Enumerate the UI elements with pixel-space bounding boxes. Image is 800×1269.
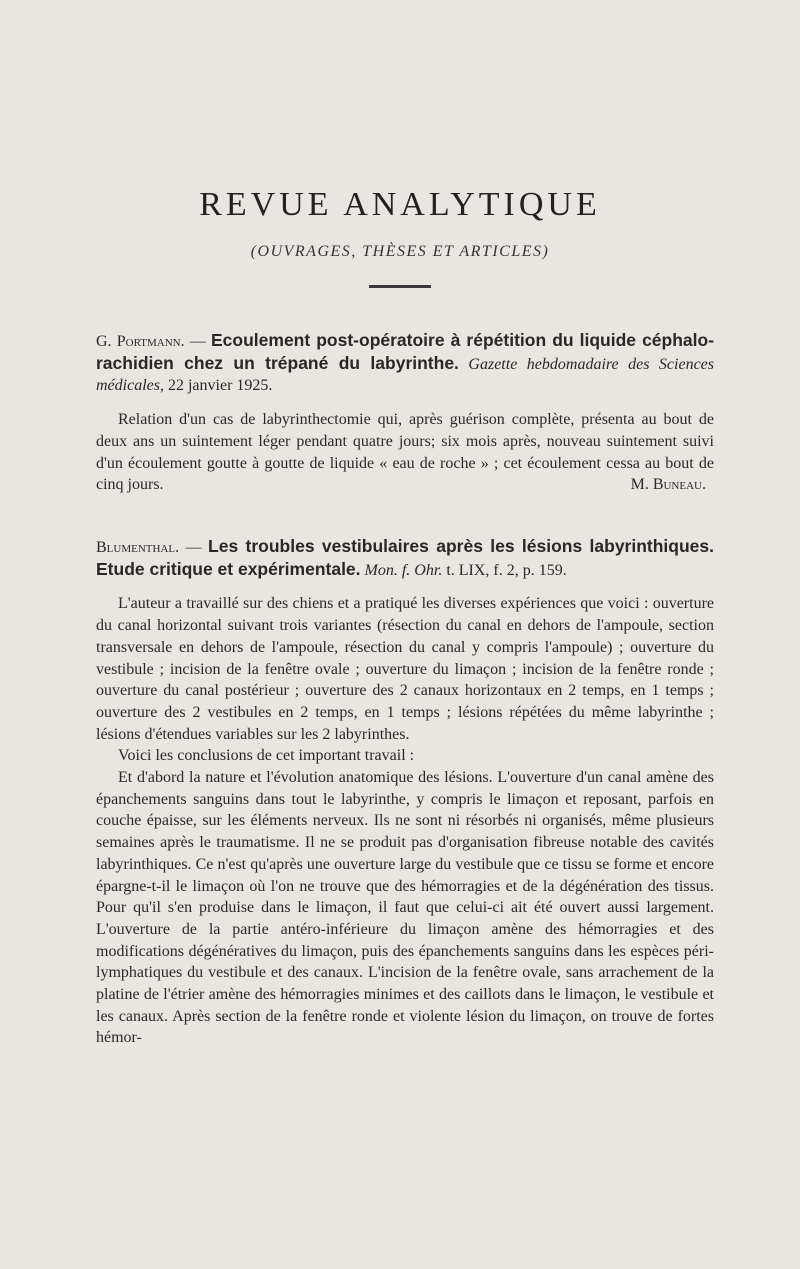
section-subheading: (OUVRAGES, THÈSES ET ARTICLES) [250,243,550,260]
entry-source: Gazette hebdomadaire des Sciences médicales [96,355,715,395]
entry-body-paragraph: Et d'abord la nature et l'évolution anatomique des lésions. L'ouverture d'un canal amène des épanchements sanguins dans tout le labyrinthe, y compris le limaçon et reposant, parfois en couche épaisse, sur les éléments nerveux. Ils ne sont ni résorbés ni organisés, même plusieurs semaines après le traumatisme. Il ne se produit pas d'organisation fibreuse notable des cavités labyrinthiques. Ce n'est qu'après une ouverture large du vestibule que ce tissu se forme et encore épargne-t-il le limaçon où l'on ne trouve que des hémorragies et de la dégénération des tissus. Pour qu'il s'en produise dans le limaçon, il faut que celui-ci ait été ouvert aussi largement. L'ouverture de la partie antéro-inférieure du limaçon amène des hémorragies et des modifications dégénératives du limaçon, puis des épanchements sanguins dans les espèces péri-lymphatiques du vestibule et des canaux. L'incision de la fenêtre ovale, sans arrachement de la platine de l'étrier amène des hémorragies minimes et des caillots dans le limaçon, le vestibule et les canaux. Après section de la fenêtre ronde et violente lésion du limaçon, on trouve de fortes hémor- [96,769,714,1047]
entry-author: G. Portmann. [96,333,185,350]
entry-source-details: t. LIX, f. 2, p. 159. [442,561,567,579]
entry-body-paragraph: Relation d'un cas de labyrinthectomie qui, après guérison complète, présenta au bout de deux ans un suintement léger pendant quatre jours; six mois après, nouveau suintement suivi d'un écoulement goutte à goutte de liquide « eau de roche » ; cet écoulement cessa au bout de cinq jours. [96,411,714,494]
review-entry-1: G. Portmann. — Ecoulement post-opératoire à répétition du liquide céphalo-rachidien chez un trépané du labyrinthe. Gazette hebdomadaire des Sciences médicales, 22 janvier 1925. Relation d'un cas de labyrinthectomie qui, après guérison complète, présenta au bout de deux ans un suintement léger pendant quatre jours; six mois après, nouveau suintement suivi d'un écoulement goutte à goutte de liquide « eau de roche » ; cet écoulement cessa au bout de cinq jours. M. Buneau. [96,330,714,496]
entry-title: Les troubles vestibulaires après les lésions labyrinthiques. Etude critique et expérimentale. [96,536,715,579]
title-rule [369,285,431,288]
entry-body-paragraph: Voici les conclusions de cet important travail : [118,747,415,765]
review-entry-2: Blumenthal. — Les troubles vestibulaires après les lésions labyrinthiques. Etude critique et expérimentale. Mon. f. Ohr. t. LIX, f. 2, p. 159. L'auteur a travaillé sur des chiens et a pratiqué les diverses expériences que voici : ouverture du canal horizontal suivant trois variantes (résection du canal en dehors de l'ampoule, section transversale en dehors de l'ampoule, résection du canal y compris l'ampoule) ; ouverture du vestibule ; incision de la fenêtre ovale ; ouverture du limaçon ; incision de la fenêtre ronde ; ouverture du canal postérieur ; ouverture des 2 canaux horizontaux en 2 temps, en 1 temps ; ouverture des 2 vestibules en 2 temps, en 1 temps ; lésions répétées du même labyrinthe ; lésions d'étendues variables sur les 2 labyrinthes. Voici les conclusions de cet important travail : Et d'abord la nature et l'évolution anatomique des lésions. L'ouverture d'un canal amène des épanchements sanguins dans tout le labyrinthe, y compris le limaçon et reposant, parfois en couche épaisse, sur les éléments nerveux. Ils ne sont ni résorbés ni organisés, même plusieurs semaines après le traumatisme. Il ne se produit pas d'organisation fibreuse notable des cavités labyrinthiques. Ce n'est qu'après une ouverture large du vestibule que ce tissu se forme et encore épargne-t-il le limaçon où l'on ne trouve que des hémorragies et de la dégénération des tissus. Pour qu'il s'en produise dans le limaçon, il faut que celui-ci ait été ouvert aussi largement. L'ouverture de la partie antéro-inférieure du limaçon amène des hémorragies et des modifications dégénératives du limaçon, puis des épanchements sanguins dans les espèces péri-lymphatiques du vestibule et des canaux. L'incision de la fenêtre ovale, sans arrachement de la platine de l'étrier amène des hémorragies minimes et des caillots dans le limaçon, le vestibule et les canaux. Après section de la fenêtre ronde et violente lésion du limaçon, on trouve de fortes hémor- [96,536,714,1049]
entry-source: Mon. f. Ohr. [364,561,443,579]
entry-title: Ecoulement post-opératoire à répétition du liquide céphalo-rachidien chez un trépané du labyrinthe. [96,330,715,373]
section-heading: REVUE ANALYTIQUE [199,186,601,223]
entry-body-paragraph: L'auteur a travaillé sur des chiens et a pratiqué les diverses expériences que voici : ouverture du canal horizontal suivant trois variantes (résection du canal en dehors de l'ampoule, section transversale en dehors de l'ampoule, résection du canal y compris l'ampoule) ; ouverture du vestibule ; incision de la fenêtre ovale ; ouverture du limaçon ; incision de la fenêtre ronde ; ouverture du canal postérieur ; ouverture des 2 canaux horizontaux en 2 temps, en 1 temps ; ouverture des 2 vestibules en 2 temps, en 1 temps ; lésions répétées du même labyrinthe ; lésions d'étendues variables sur les 2 labyrinthes. [96,595,714,743]
entry-source-details: , 22 janvier 1925. [159,377,273,395]
entry-author: Blumenthal. [96,539,180,556]
reviewer-signature: M. Buneau. [630,476,706,494]
